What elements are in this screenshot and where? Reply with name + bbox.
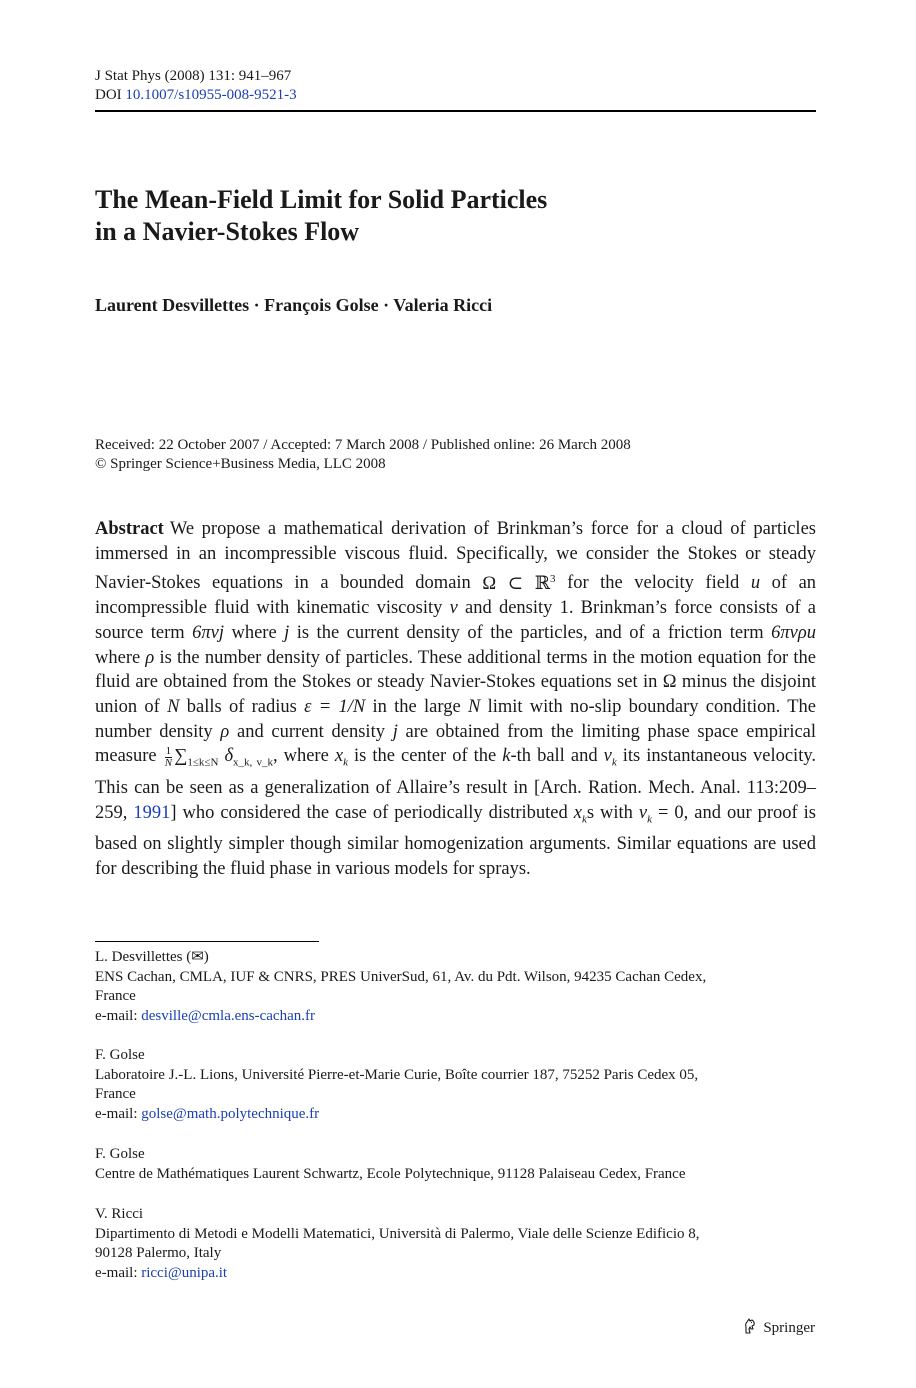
abstract-text: ] who considered the case of periodically distributed: [170, 802, 568, 823]
abstract-text: and current density: [237, 721, 385, 742]
email-link[interactable]: desville@cmla.ens-cachan.fr: [141, 1007, 315, 1024]
affiliation-email-line: [95, 1007, 795, 1027]
math-vk-zero: $v_k = 0$: [638, 802, 684, 826]
math-rho: ρ: [220, 721, 230, 742]
abstract-text: s with: [586, 802, 633, 823]
author-list: Laurent Desvillettes · François Golse · Valeria Ricci: [95, 295, 493, 315]
doi-line: [95, 86, 297, 105]
publication-history: [95, 436, 631, 474]
publisher-footer: [742, 1317, 815, 1340]
abstract-text: where: [95, 647, 141, 668]
affiliation-email-line: [95, 1105, 795, 1125]
paper-title: [95, 184, 695, 248]
copyright-line: © Springer Science+Business Media, LLC 2008: [95, 456, 386, 472]
math-delta: $\delta_{x\_k, v\_k}$: [224, 746, 273, 770]
abstract-text: is the center of the: [353, 746, 497, 767]
title-line-1: The Mean-Field Limit for Solid Particles: [95, 185, 548, 214]
abstract-text: -th ball and: [510, 746, 598, 767]
affiliation-ricci: [95, 1205, 795, 1283]
math-domain: Ω ⊂ ℝ$^3$: [482, 572, 556, 594]
doi-label: DOI: [95, 87, 122, 103]
abstract-text: are obtained from the limiting phase space empirical measure: [95, 721, 817, 767]
math-j: j: [284, 622, 290, 643]
title-line-2: in a Navier-Stokes Flow: [95, 217, 360, 246]
affiliation-address: Centre de Mathématiques Laurent Schwartz, Ecole Polytechnique, 91128 Palaiseau Cedex, France: [95, 1165, 686, 1182]
math-rho: ρ: [145, 647, 155, 668]
affiliation-name: V. Ricci: [95, 1206, 144, 1222]
abstract-text: in the large: [372, 697, 461, 718]
citation-link[interactable]: 1991: [133, 802, 171, 823]
affiliation-name: F. Golse: [95, 1047, 145, 1063]
abstract-text: limit with no-slip boundary condition. The number density: [95, 697, 816, 742]
publisher-name: Springer: [763, 1320, 815, 1336]
doi-link[interactable]: 10.1007/s10955-008-9521-3: [125, 87, 297, 103]
email-label: e-mail:: [95, 1105, 138, 1122]
math-nu: ν: [449, 598, 458, 619]
affiliation-desvillettes: [95, 948, 795, 1026]
math-sum: $\sum_{1\le k\le N}$: [174, 746, 219, 770]
abstract-text: is the number density of particles. These additional terms in the motion equation for the fluid are obtained from the Stokes or steady Navier-Stokes equations set in Ω minus the disjoint union of: [95, 647, 817, 718]
journal-citation: J Stat Phys (2008) 131: 941–967: [95, 68, 292, 84]
header-rule: [95, 110, 816, 112]
math-source-term: 6πνj: [192, 622, 224, 643]
math-j: j: [392, 721, 398, 742]
abstract-text: , where: [272, 746, 329, 767]
affiliation-name: F. Golse: [95, 1146, 145, 1162]
abstract-text: of an incompressible fluid with kinematic viscosity: [95, 573, 817, 619]
dates-line: Received: 22 October 2007 / Accepted: 7 March 2008 / Published online: 26 March 2008: [95, 437, 631, 453]
email-label: e-mail:: [95, 1007, 138, 1024]
affiliation-address: Dipartimento di Metodi e Modelli Matematici, Università di Palermo, Viale delle Scienze Edificio 8,: [95, 1225, 700, 1242]
affiliation-address: 90128 Palermo, Italy: [95, 1245, 222, 1261]
affiliation-golse-1: [95, 1046, 795, 1124]
abstract-text: We propose a mathematical derivation of Brinkman’s force for a cloud of particles immersed in an incompressible viscous fluid. Specifically, we consider the Stokes or steady Navier-Stokes equations in a bounded domain: [95, 519, 816, 594]
math-N: N: [167, 697, 180, 718]
email-label: e-mail:: [95, 1264, 138, 1281]
abstract-text: where: [231, 622, 277, 643]
affiliation-golse-2: [95, 1145, 795, 1184]
math-xk: $x_k$: [334, 746, 348, 770]
affiliation-name: L. Desvillettes (✉): [95, 949, 209, 965]
affiliation-address: ENS Cachan, CMLA, IUF & CNRS, PRES UniverSud, 61, Av. du Pdt. Wilson, 94235 Cachan Cedex,: [95, 968, 707, 985]
footnote-rule: [95, 941, 319, 942]
math-friction-term: 6πνρu: [771, 622, 816, 643]
springer-horse-icon: [742, 1317, 758, 1340]
math-vk: $v_k$: [603, 746, 617, 770]
abstract-text: for the velocity field: [567, 573, 740, 594]
abstract-label: Abstract: [95, 519, 164, 539]
affiliation-address: Laboratoire J.-L. Lions, Université Pierre-et-Marie Curie, Boîte courrier 187, 75252 Paris Cedex 05,: [95, 1066, 699, 1083]
email-link[interactable]: golse@math.polytechnique.fr: [141, 1105, 320, 1122]
abstract-text: its instantaneous velocity. This can be seen as a generalization of Allaire’s result in [Arch. Ration. Mech. Anal. 113:209–259,: [95, 746, 817, 823]
affiliation-email-line: [95, 1264, 795, 1284]
abstract-text: is the current density of the particles, and of a friction term: [296, 622, 764, 643]
journal-header: [95, 67, 297, 105]
math-epsilon: ε = 1/N: [304, 697, 366, 718]
affiliation-address: France: [95, 1086, 136, 1102]
email-link[interactable]: ricci@unipa.it: [141, 1264, 228, 1281]
math-u: u: [750, 573, 761, 594]
abstract-text: , and our proof is based on slightly simpler though similar homogenization arguments. Similar equations are used for describing the fluid phase in various models for sprays.: [95, 802, 816, 879]
affiliation-address: France: [95, 988, 136, 1004]
abstract: [95, 517, 816, 881]
math-fraction: $\frac{1}{N}$: [164, 744, 173, 769]
abstract-text: and density 1. Brinkman’s force consists of a source term: [95, 598, 817, 643]
math-xks: $x_k$: [573, 802, 587, 826]
abstract-text: balls of radius: [186, 697, 297, 718]
math-k: k: [502, 746, 511, 767]
math-N: N: [467, 697, 481, 718]
